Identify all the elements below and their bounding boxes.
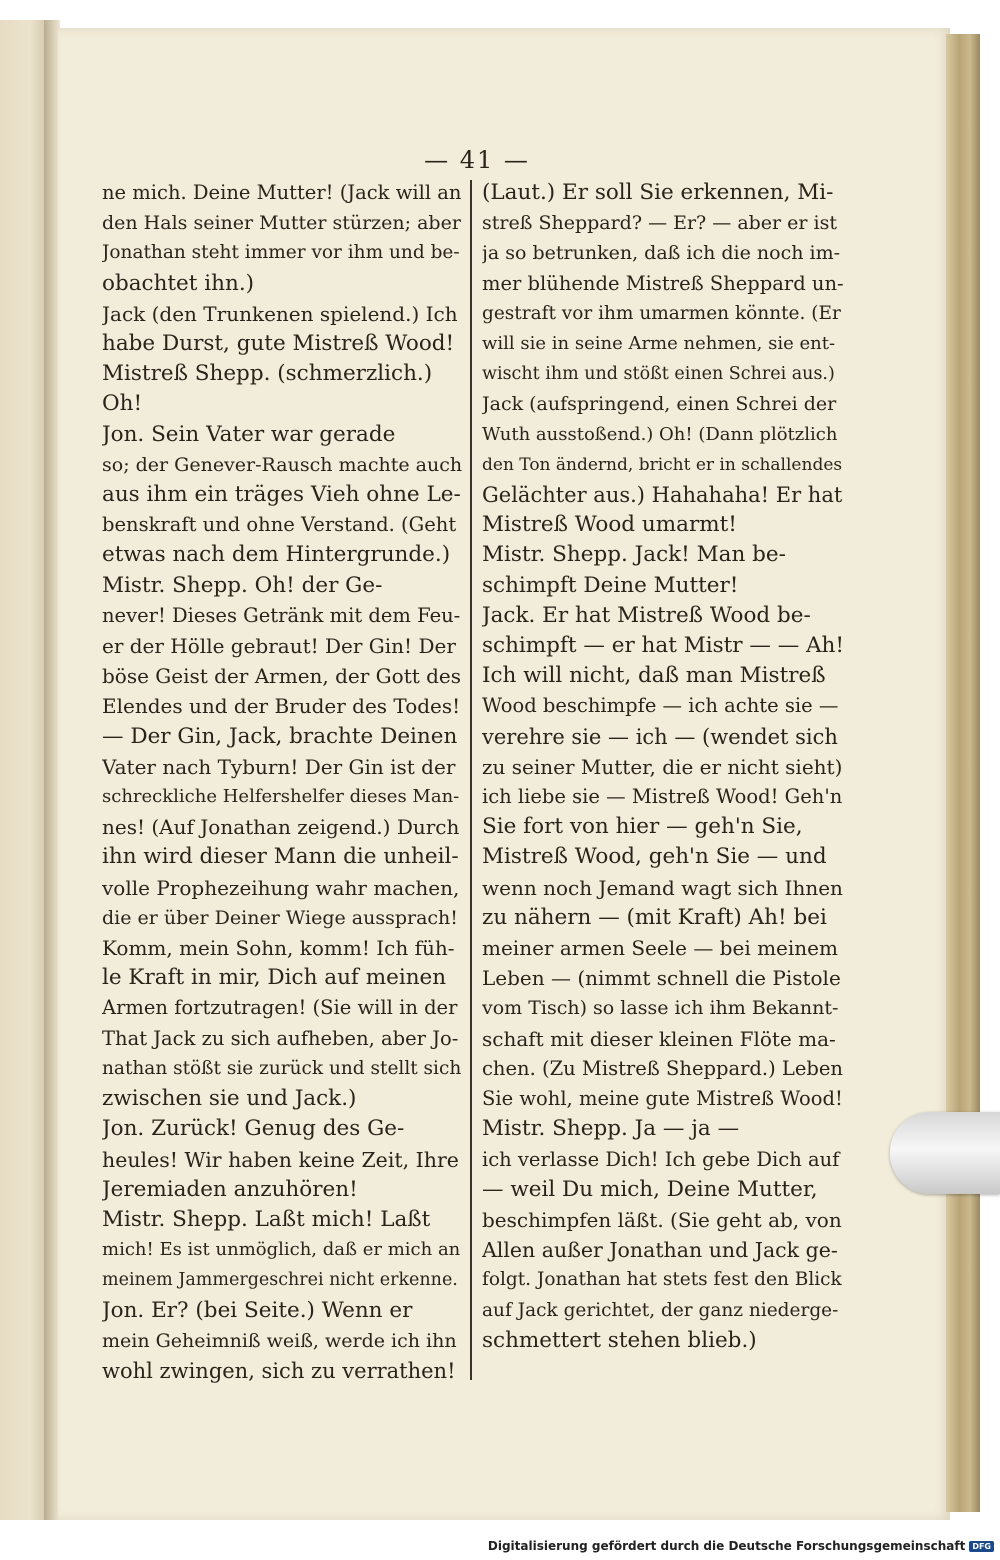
text-line: Gelächter aus.) Hahahaha! Er hat: [482, 483, 843, 508]
text-line: Allen außer Jonathan und Jack ge-: [482, 1238, 838, 1263]
text-line: Jeremiaden anzuhören!: [102, 1176, 358, 1202]
text-line: Mistr. Shepp. Oh! der Ge-: [102, 572, 383, 598]
text-line: obachtet ihn.): [102, 270, 255, 296]
text-line: That Jack zu sich aufheben, aber Jo-: [102, 1026, 459, 1050]
text-line: will sie in seine Arme nehmen, sie ent-: [482, 333, 836, 355]
text-line: zwischen sie und Jack.): [102, 1086, 357, 1112]
text-line: never! Dieses Getränk mit dem Feu-: [102, 603, 461, 627]
text-line: ne mich. Deine Mutter! (Jack will an: [102, 181, 462, 204]
text-line: auf Jack gerichtet, der ganz niederge-: [482, 1299, 839, 1321]
text-line: den Hals seiner Mutter stürzen; aber: [102, 212, 461, 235]
text-line: mer blühende Mistreß Sheppard un-: [482, 271, 844, 295]
right-text-column: [482, 178, 844, 1356]
text-line: böse Geist der Armen, der Gott des: [102, 664, 462, 689]
text-line: Mistr. Shepp. Ja — ja —: [482, 1116, 740, 1142]
text-line: zu seiner Mutter, die er nicht sieht): [482, 754, 843, 779]
text-line: (Laut.) Er soll Sie erkennen, Mi-: [482, 180, 834, 205]
text-line: Leben — (nimmt schnell die Pistole: [482, 966, 841, 991]
text-line: wischt ihm und stößt einen Schrei aus.): [482, 364, 835, 385]
text-line: beschimpfen läßt. (Sie geht ab, von: [482, 1207, 842, 1232]
facing-page-edge: [0, 20, 50, 1520]
text-line: vom Tisch) so lasse ich ihm Bekannt-: [482, 997, 839, 1020]
text-line: Komm, mein Sohn, komm! Ich füh-: [102, 936, 455, 961]
column-divider: [470, 180, 472, 1380]
text-line: gestraft vor ihm umarmen könnte. (Er: [482, 302, 841, 324]
page-stack-edge: [946, 34, 980, 1512]
text-line: chen. (Zu Mistreß Sheppard.) Leben: [482, 1056, 843, 1080]
text-line: Mistreß Wood umarmt!: [482, 512, 737, 538]
text-line: Armen fortzutragen! (Sie will in der: [102, 996, 458, 1020]
text-line: — weil Du mich, Deine Mutter,: [482, 1176, 818, 1202]
text-line: schreckliche Helfershelfer dieses Man-: [102, 786, 460, 808]
text-line: ihn wird dieser Mann die unheil-: [102, 844, 459, 870]
text-line: Mistreß Wood, geh'n Sie — und: [482, 844, 827, 870]
text-line: streß Sheppard? — Er? — aber er ist: [482, 212, 838, 235]
text-line: meinem Jammergeschrei nicht erkenne.: [102, 1270, 458, 1291]
text-line: Vater nach Tyburn! Der Gin ist der: [102, 754, 456, 779]
page-marker-tab[interactable]: [890, 1112, 1000, 1194]
text-line: so; der Genever-Rausch machte auch: [102, 453, 462, 476]
text-line: folgt. Jonathan hat stets fest den Blick: [482, 1269, 842, 1291]
text-line: nes! (Auf Jonathan zeigend.) Durch: [102, 815, 460, 840]
text-line: schmettert stehen blieb.): [482, 1327, 757, 1353]
text-line: Mistr. Shepp. Jack! Man be-: [482, 542, 786, 568]
text-line: Sie wohl, meine gute Mistreß Wood!: [482, 1087, 843, 1111]
text-line: Jonathan steht immer vor ihm und be-: [102, 242, 460, 264]
text-line: meiner armen Seele — bei meinem: [482, 936, 838, 961]
text-line: Oh!: [102, 391, 143, 417]
text-line: er der Hölle gebraut! Der Gin! Der: [102, 634, 456, 659]
text-line: mich! Es ist unmöglich, daß er mich an: [102, 1239, 461, 1261]
text-line: Jack (aufspringend, einen Schrei der: [482, 393, 837, 416]
text-line: die er über Deiner Wiege aussprach!: [102, 906, 458, 929]
text-line: ja so betrunken, daß ich die noch im-: [482, 242, 841, 265]
left-text-column: [102, 178, 462, 1386]
text-line: le Kraft in mir, Dich auf meinen: [102, 965, 447, 991]
text-line: Wuth ausstoßend.) Oh! (Dann plötzlich: [482, 423, 838, 445]
text-line: wenn noch Jemand wagt sich Ihnen: [482, 875, 843, 900]
text-line: schimpft — er hat Mistr — — Ah!: [482, 633, 844, 659]
dfg-logo-icon: DFG: [969, 1541, 994, 1552]
text-line: etwas nach dem Hintergrunde.): [102, 542, 451, 568]
text-line: habe Durst, gute Mistreß Wood!: [102, 331, 455, 357]
text-line: ich liebe sie — Mistreß Wood! Geh'n: [482, 785, 843, 809]
text-line: Jack. Er hat Mistreß Wood be-: [482, 602, 811, 628]
text-line: heules! Wir haben keine Zeit, Ihre: [102, 1147, 459, 1172]
text-line: Sie fort von hier — geh'n Sie,: [482, 814, 803, 840]
text-line: nathan stößt sie zurück und stellt sich: [102, 1057, 462, 1079]
text-line: zu nähern — (mit Kraft) Ah! bei: [482, 904, 827, 930]
text-line: — Der Gin, Jack, brachte Deinen: [102, 723, 458, 749]
text-line: Ich will nicht, daß man Mistreß: [482, 663, 826, 689]
text-line: verehre sie — ich — (wendet sich: [482, 724, 838, 749]
text-line: den Ton ändernd, bricht er in schallendes: [482, 454, 843, 475]
text-line: Jon. Er? (bei Seite.) Wenn er: [102, 1297, 413, 1323]
text-line: ich verlasse Dich! Ich gebe Dich auf: [482, 1147, 840, 1171]
text-line: volle Prophezeihung wahr machen,: [102, 875, 460, 900]
footer-text: Digitalisierung gefördert durch die Deutsche Forschungsgemeinschaft: [487, 1539, 966, 1553]
text-line: schimpft Deine Mutter!: [482, 572, 739, 598]
text-line: wohl zwingen, sich zu verrathen!: [102, 1358, 456, 1383]
text-line: Jon. Zurück! Genug des Ge-: [102, 1116, 405, 1142]
footer: [488, 1536, 994, 1556]
text-line: schaft mit dieser kleinen Flöte ma-: [482, 1026, 836, 1051]
text-line: Mistreß Shepp. (schmerzlich.): [102, 361, 433, 387]
text-line: Mistr. Shepp. Laßt mich! Laßt: [102, 1206, 431, 1232]
text-line: Jack (den Trunkenen spielend.) Ich: [102, 301, 458, 326]
text-line: Jon. Sein Vater war gerade: [102, 421, 396, 447]
page-number: — 41 —: [424, 146, 530, 174]
text-line: aus ihm ein träges Vieh ohne Le-: [102, 482, 461, 508]
text-line: benskraft und ohne Verstand. (Geht: [102, 513, 457, 537]
text-line: Elendes und der Bruder des Todes!: [102, 694, 461, 719]
text-line: Wood beschimpfe — ich achte sie —: [482, 694, 839, 718]
text-line: mein Geheimniß weiß, werde ich ihn: [102, 1329, 457, 1352]
